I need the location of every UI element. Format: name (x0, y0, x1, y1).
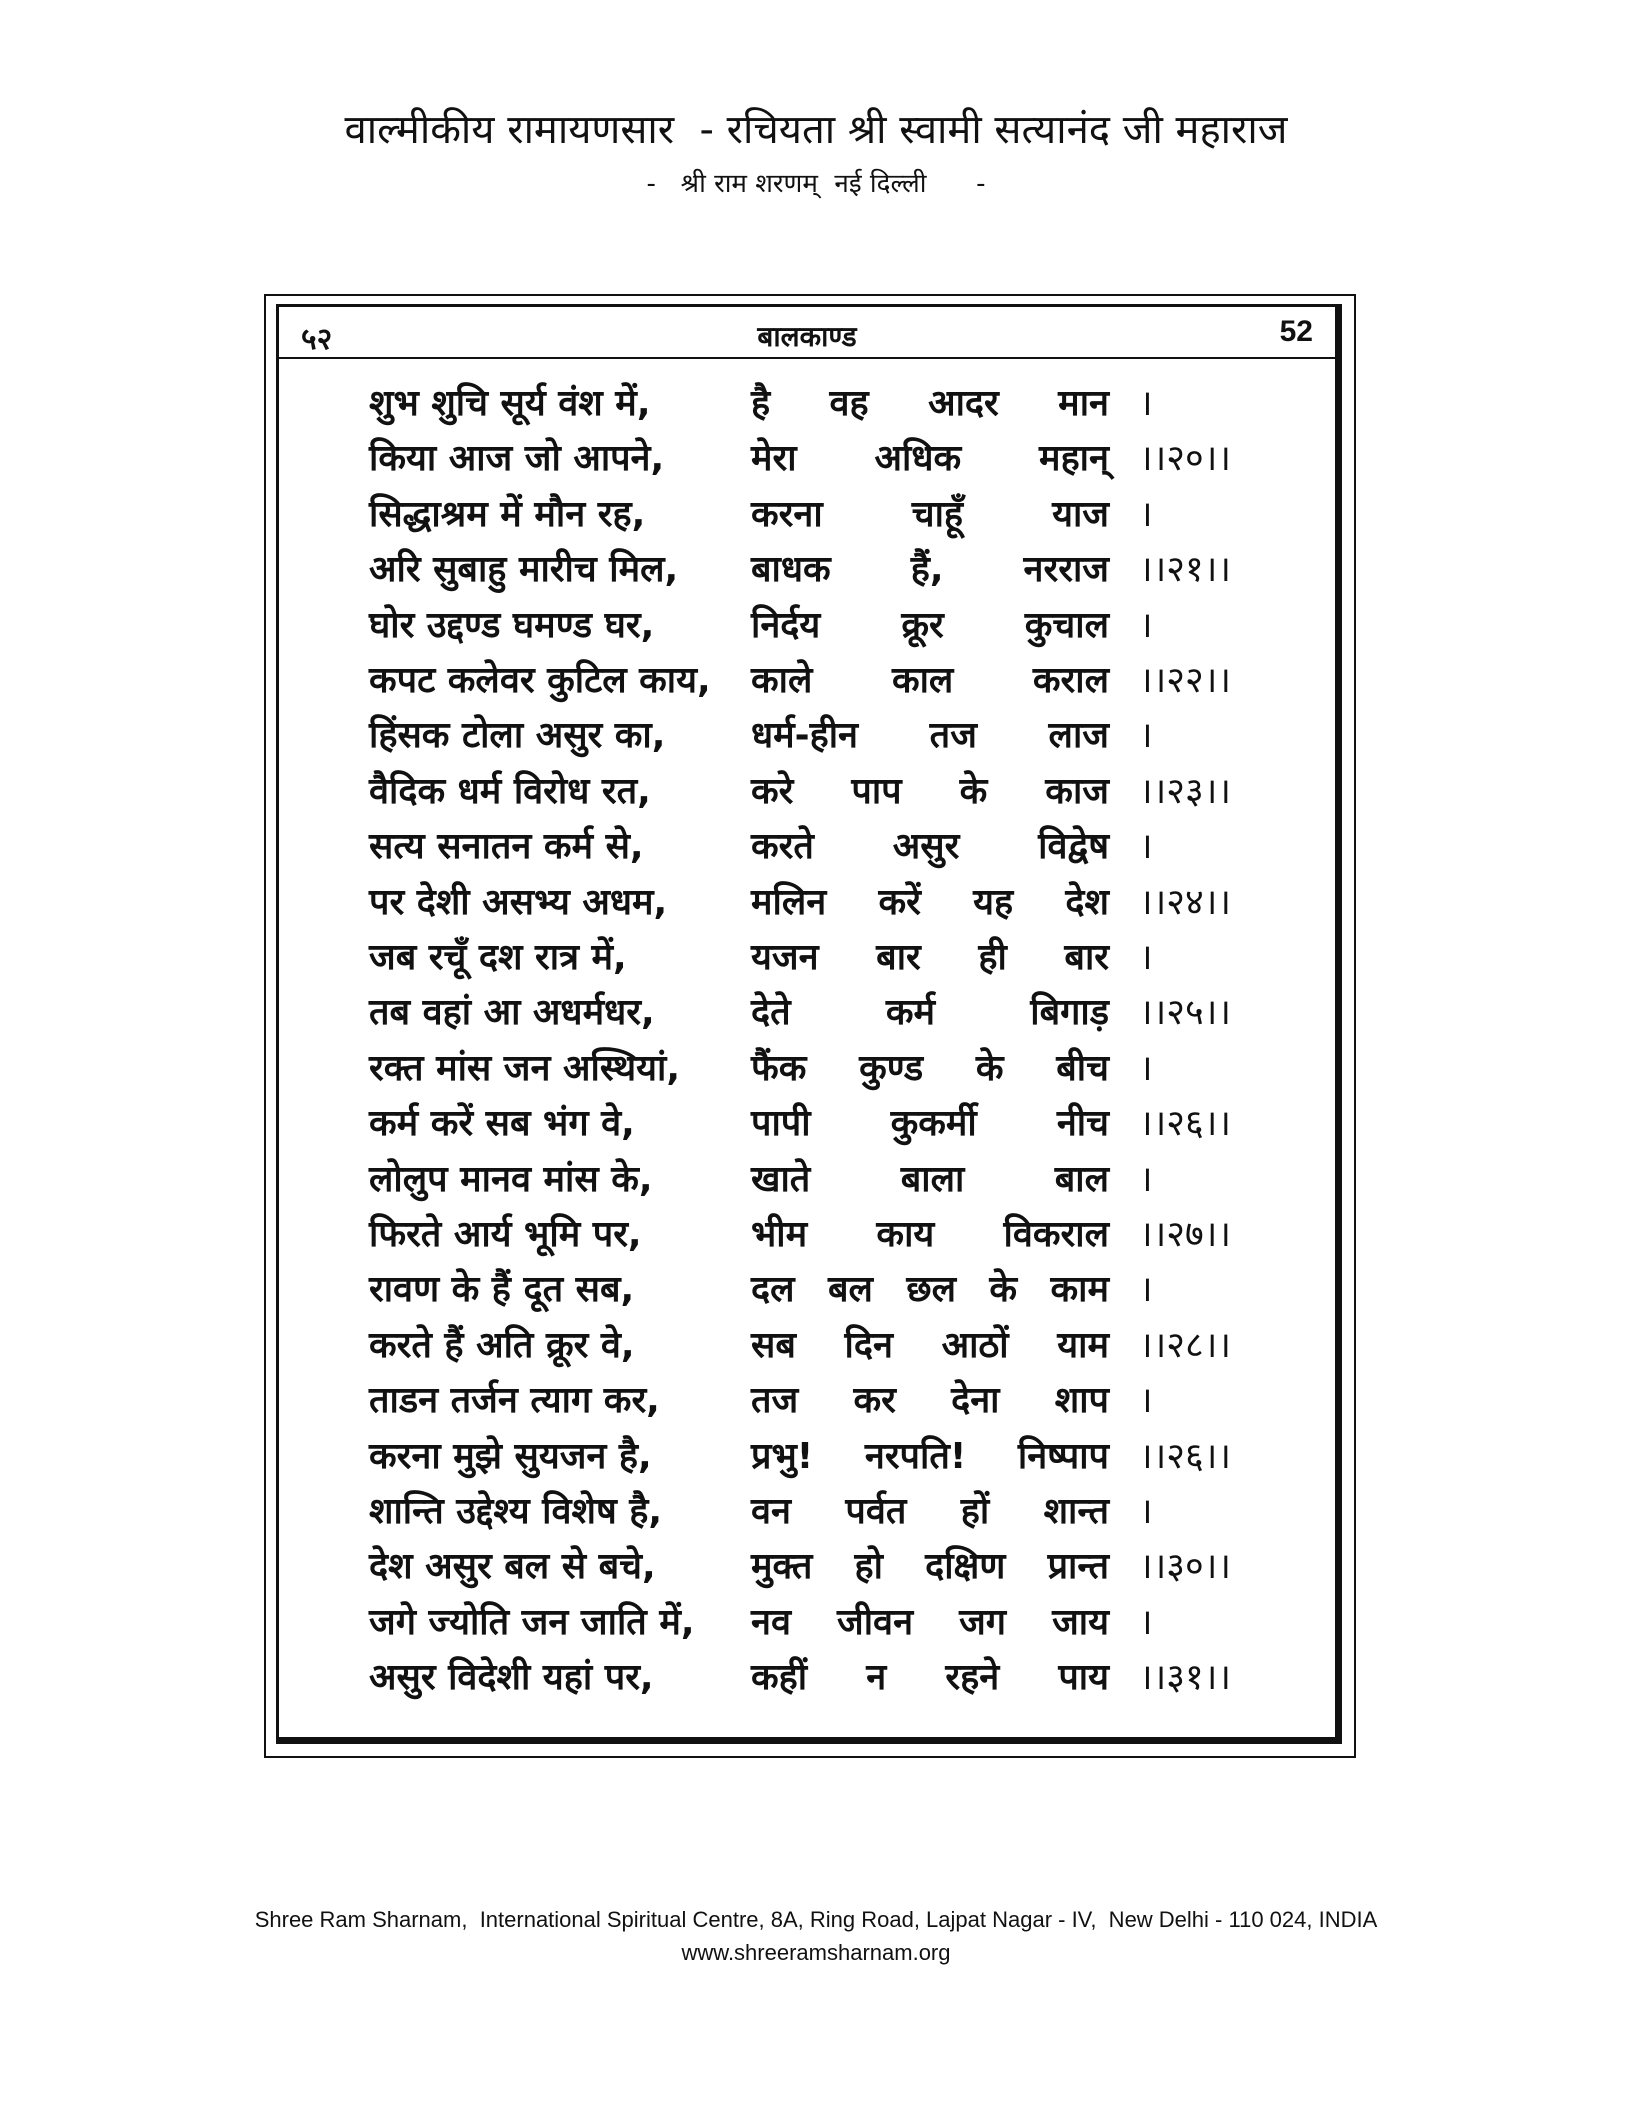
verse-number: । (1139, 1047, 1153, 1089)
verse-number: । (1139, 1380, 1153, 1422)
verse-number: ।।२३।। (1139, 770, 1232, 812)
verse-first-half: करते हैं अति क्रूर वे, (369, 1324, 635, 1366)
verse-second-half: नव जीवन जग जाय (751, 1601, 1109, 1643)
verse-number: ।।२४।। (1139, 881, 1232, 923)
verse-number: । (1139, 1491, 1153, 1532)
verse-second-half: धर्म-हीन तज लाज (751, 715, 1109, 757)
verse-second-half: सब दिन आठों याम (751, 1324, 1109, 1366)
verse-second-half: करते असुर विद्वेष (751, 826, 1109, 868)
page-number-devanagari: ५२ (301, 322, 333, 357)
verse-number: ।।२८।। (1139, 1324, 1232, 1366)
verse-first-half: तब वहां आ अधर्मधर, (369, 992, 655, 1034)
verse-number: । (1139, 1269, 1153, 1311)
verse-number: ।।३०।। (1139, 1546, 1232, 1588)
verse-second-half: तज कर देना शाप (751, 1380, 1109, 1422)
verse-second-half: प्रभु! नरपति! निष्पाप (751, 1435, 1109, 1477)
verse-second-half: देते कर्म बिगाड़ (751, 992, 1109, 1034)
verse-number: । (1139, 937, 1153, 978)
verse-number: । (1139, 826, 1153, 868)
verse-number: ।।३१।। (1139, 1657, 1232, 1699)
verse-first-half: सत्य सनातन कर्म से, (369, 826, 644, 868)
verse-second-half: वन पर्वत हों शान्त (751, 1491, 1109, 1532)
verse-first-half: लोलुप मानव मांस के, (369, 1158, 653, 1200)
verse-number: । (1139, 493, 1153, 535)
verse-first-half: ताडन तर्जन त्याग कर, (369, 1380, 660, 1422)
verse-second-half: कहीं न रहने पाय (751, 1657, 1109, 1699)
verse-first-half: सिद्धाश्रम में मौन रह, (369, 493, 646, 535)
verse-first-half: किया आज जो आपने, (369, 438, 665, 480)
verse-second-half: मलिन करें यह देश (751, 881, 1109, 923)
verse-first-half: रक्त मांस जन अस्थियां, (369, 1047, 681, 1089)
section-title: बालकाण्ड (757, 320, 857, 353)
verse-first-half: कपट कलेवर कुटिल काय, (369, 660, 711, 701)
verse-first-half: फिरते आर्य भूमि पर, (369, 1214, 642, 1255)
verse-second-half: यजन बार ही बार (751, 937, 1109, 978)
verse-first-half: शान्ति उद्देश्य विशेष है, (369, 1491, 663, 1532)
verse-number: ।।२६।। (1139, 1103, 1232, 1145)
verse-second-half: मेरा अधिक महान् (751, 438, 1109, 480)
page-frame (276, 304, 1342, 1744)
verse-second-half: काले काल कराल (751, 660, 1109, 701)
verse-second-half: निर्दय क्रूर कुचाल (751, 604, 1109, 646)
verse-number: ।।२१।। (1139, 549, 1232, 591)
verse-second-half: बाधक हैं, नरराज (751, 549, 1109, 591)
verse-number: ।।२०।। (1139, 438, 1232, 480)
verse-number: ।।२२।। (1139, 660, 1232, 701)
page-header-bar (279, 307, 1335, 359)
verse-second-half: करे पाप के काज (751, 770, 1109, 812)
verse-number: । (1139, 1601, 1153, 1643)
footer-address: Shree Ram Sharnam, International Spiritual Centre, 8A, Ring Road, Lajpat Nagar - IV, New Delhi - 110 024, INDIA (254, 1907, 1378, 1932)
verse-first-half: अरि सुबाहु मारीच मिल, (369, 549, 679, 591)
verse-second-half: दल बल छल के काम (751, 1269, 1109, 1311)
verse-number: । (1139, 383, 1153, 424)
verse-number: । (1139, 715, 1153, 757)
verse-first-half: देश असुर बल से बचे, (369, 1546, 656, 1588)
verse-second-half: है वह आदर मान (751, 383, 1109, 424)
verse-second-half: भीम काय विकराल (751, 1214, 1109, 1255)
verse-first-half: पर देशी असभ्य अधम, (369, 881, 668, 923)
verse-number: । (1139, 604, 1153, 646)
verse-first-half: जब रचूँ दश रात्र में, (369, 937, 627, 978)
verse-first-half: जगे ज्योति जन जाति में, (369, 1601, 695, 1643)
verse-second-half: मुक्त हो दक्षिण प्रान्त (751, 1546, 1109, 1588)
verse-number: ।।२७।। (1139, 1214, 1232, 1255)
verse-second-half: फैंक कुण्ड के बीच (751, 1047, 1109, 1089)
verse-first-half: करना मुझे सुयजन है, (369, 1435, 652, 1477)
verse-first-half: रावण के हैं दूत सब, (369, 1269, 635, 1311)
footer-website: www.shreeramsharnam.org (681, 1940, 951, 1965)
verse-first-half: वैदिक धर्म विरोध रत, (369, 770, 651, 812)
document-title: वाल्मीकीय रामायणसार - रचियता श्री स्वामी सत्यानंद जी महाराज (344, 107, 1288, 153)
verse-number: । (1139, 1158, 1153, 1200)
page-number: 52 (1279, 315, 1313, 348)
verse-second-half: खाते बाला बाल (751, 1158, 1109, 1200)
verse-first-half: हिंसक टोला असुर का, (369, 715, 666, 757)
verse-second-half: पापी कुकर्मी नीच (751, 1103, 1109, 1145)
verse-number: ।।२६।। (1139, 1435, 1232, 1477)
verse-number: ।।२५।। (1139, 992, 1232, 1034)
verse-first-half: कर्म करें सब भंग वे, (369, 1103, 635, 1145)
verse-first-half: शुभ शुचि सूर्य वंश में, (369, 383, 651, 424)
verse-first-half: घोर उद्दण्ड घमण्ड घर, (369, 604, 655, 646)
verse-second-half: करना चाहूँ याज (751, 493, 1109, 535)
verse-first-half: असुर विदेशी यहां पर, (369, 1657, 654, 1699)
document-subtitle: - श्री राम शरणम् नई दिल्ली - (646, 169, 986, 199)
